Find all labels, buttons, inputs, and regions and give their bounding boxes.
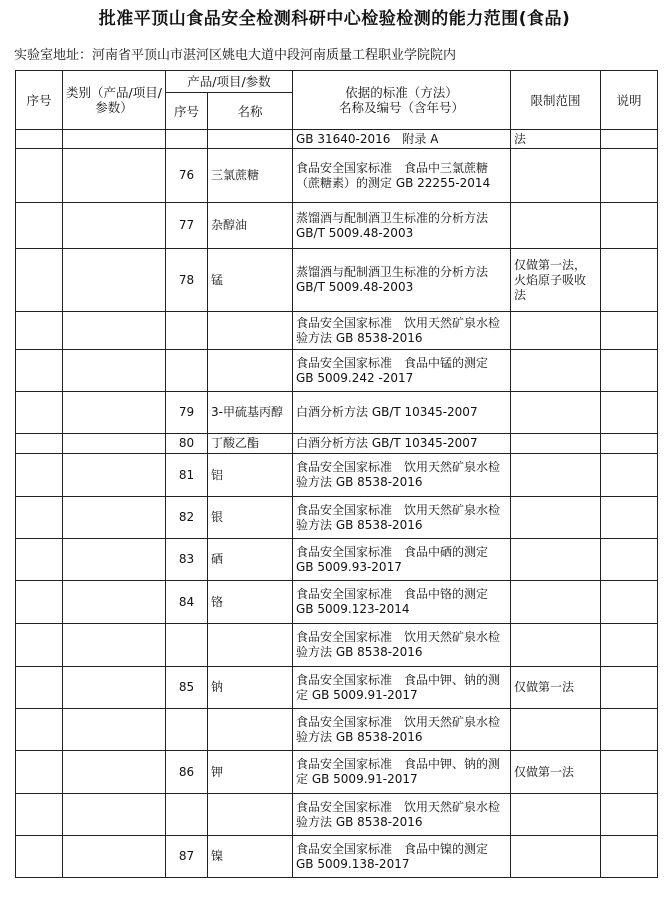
item-name <box>208 709 293 751</box>
item-number <box>166 794 208 836</box>
item-number: 84 <box>166 581 208 624</box>
standard-text: 食品安全国家标准 饮用天然矿泉水检验方法 GB 8538-2016 <box>293 624 511 667</box>
table-row <box>16 392 658 434</box>
header-product-group: 产品/项目/参数 <box>166 71 293 93</box>
header-standard-line1: 依据的标准（方法） <box>345 85 458 100</box>
item-name: 三氯蔗糖 <box>208 149 293 203</box>
item-name <box>208 312 293 350</box>
standard-text: GB 31640-2016 附录 A <box>293 130 511 149</box>
limit-text <box>511 350 601 392</box>
item-name: 银 <box>208 497 293 539</box>
item-number <box>166 312 208 350</box>
table-row <box>16 149 658 203</box>
limit-text <box>511 454 601 497</box>
item-number: 83 <box>166 539 208 581</box>
item-name <box>208 130 293 149</box>
item-number: 79 <box>166 392 208 434</box>
limit-text <box>511 794 601 836</box>
limit-text <box>511 203 601 249</box>
standard-text: 食品安全国家标准 食品中钾、钠的测定 GB 5009.91-2017 <box>293 751 511 794</box>
item-number <box>166 709 208 751</box>
limit-text <box>511 836 601 878</box>
limit-text <box>511 539 601 581</box>
header-sub-seq: 序号 <box>166 93 208 130</box>
item-name: 钠 <box>208 667 293 709</box>
item-number <box>166 350 208 392</box>
item-name <box>208 794 293 836</box>
limit-text: 仅做第一法 <box>511 667 601 709</box>
limit-text <box>511 149 601 203</box>
header-standard <box>293 71 511 130</box>
header-seq: 序号 <box>16 71 63 130</box>
item-name: 镍 <box>208 836 293 878</box>
table-row <box>16 751 658 794</box>
header-note: 说明 <box>601 71 658 130</box>
table-row <box>16 249 658 312</box>
standard-text: 蒸馏酒与配制酒卫生标准的分析方法 GB/T 5009.48-2003 <box>293 249 511 312</box>
table-row <box>16 581 658 624</box>
table-row <box>16 667 658 709</box>
standard-text: 食品安全国家标准 饮用天然矿泉水检验方法 GB 8538-2016 <box>293 709 511 751</box>
standard-text: 食品安全国家标准 食品中硒的测定 GB 5009.93-2017 <box>293 539 511 581</box>
item-number: 87 <box>166 836 208 878</box>
standard-text: 食品安全国家标准 食品中钾、钠的测定 GB 5009.91-2017 <box>293 667 511 709</box>
standard-text: 食品安全国家标准 饮用天然矿泉水检验方法 GB 8538-2016 <box>293 454 511 497</box>
limit-text <box>511 434 601 454</box>
item-name <box>208 350 293 392</box>
item-number: 85 <box>166 667 208 709</box>
table-row <box>16 709 658 751</box>
header-limit: 限制范围 <box>511 71 601 130</box>
document-title: 批准平顶山食品安全检测科研中心检验检测的能力范围(食品) <box>98 9 571 29</box>
item-number: 76 <box>166 149 208 203</box>
standard-text: 食品安全国家标准 饮用天然矿泉水检验方法 GB 8538-2016 <box>293 794 511 836</box>
item-number: 86 <box>166 751 208 794</box>
standard-text: 食品安全国家标准 食品中锰的测定 GB 5009.242 -2017 <box>293 350 511 392</box>
table-row <box>16 203 658 249</box>
item-name: 硒 <box>208 539 293 581</box>
item-name: 丁酸乙酯 <box>208 434 293 454</box>
table-row <box>16 434 658 454</box>
header-standard-line2: 名称及编号（含年号） <box>338 100 464 115</box>
standard-text: 蒸馏酒与配制酒卫生标准的分析方法 GB/T 5009.48-2003 <box>293 203 511 249</box>
item-number <box>166 624 208 667</box>
item-name: 铝 <box>208 454 293 497</box>
lab-address: 实验室地址：河南省平顶山市湛河区姚电大道中段河南质量工程职业学院院内 <box>14 48 457 63</box>
limit-text <box>511 624 601 667</box>
standard-text: 白酒分析方法 GB/T 10345-2007 <box>293 434 511 454</box>
limit-text: 仅做第一法，火焰原子吸收法 <box>511 249 601 312</box>
standard-text: 食品安全国家标准 食品中铬的测定 GB 5009.123-2014 <box>293 581 511 624</box>
standard-text: 食品安全国家标准 食品中三氯蔗糖（蔗糖素）的测定 GB 22255-2014 <box>293 149 511 203</box>
item-name: 铬 <box>208 581 293 624</box>
standard-text: 食品安全国家标准 饮用天然矿泉水检验方法 GB 8538-2016 <box>293 312 511 350</box>
item-number: 81 <box>166 454 208 497</box>
table-row <box>16 497 658 539</box>
item-number: 77 <box>166 203 208 249</box>
item-name: 杂醇油 <box>208 203 293 249</box>
table-row <box>16 350 658 392</box>
table-row <box>16 539 658 581</box>
header-sub-name: 名称 <box>208 93 293 130</box>
table-row <box>16 794 658 836</box>
table-row <box>16 836 658 878</box>
header-category: 类别（产品/项目/参数） <box>63 71 166 130</box>
table-row <box>16 624 658 667</box>
limit-text: 仅做第一法 <box>511 751 601 794</box>
limit-text <box>511 709 601 751</box>
item-name: 3-甲硫基丙醇 <box>208 392 293 434</box>
limit-text <box>511 392 601 434</box>
limit-text: 法 <box>511 130 601 149</box>
item-number: 78 <box>166 249 208 312</box>
limit-text <box>511 497 601 539</box>
item-name <box>208 624 293 667</box>
item-number <box>166 130 208 149</box>
limit-text <box>511 312 601 350</box>
item-name: 锰 <box>208 249 293 312</box>
standard-text: 食品安全国家标准 食品中镍的测定 GB 5009.138-2017 <box>293 836 511 878</box>
item-number: 80 <box>166 434 208 454</box>
item-name: 钾 <box>208 751 293 794</box>
table-row <box>16 130 658 149</box>
standard-text: 白酒分析方法 GB/T 10345-2007 <box>293 392 511 434</box>
table-row <box>16 312 658 350</box>
limit-text <box>511 581 601 624</box>
table-row <box>16 454 658 497</box>
item-number: 82 <box>166 497 208 539</box>
standard-text: 食品安全国家标准 饮用天然矿泉水检验方法 GB 8538-2016 <box>293 497 511 539</box>
capability-table <box>15 70 658 878</box>
